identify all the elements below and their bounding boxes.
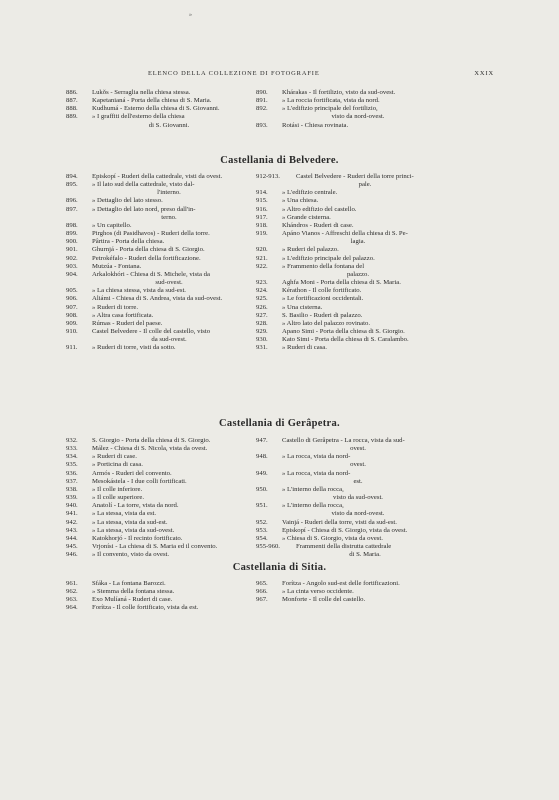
catalog-entry bbox=[66, 604, 246, 612]
entry-text: » I graffiti dell'esterno della chiesa bbox=[92, 113, 185, 121]
entry-text: Castel Belvedere - Ruderi della torre princi- bbox=[296, 173, 414, 180]
entry-text: » Altro edifizio del castello. bbox=[282, 205, 357, 213]
entry-text: Vrjonísi - La chiesa di S. Maria ed il convento. bbox=[92, 543, 218, 551]
entry-text: » Altro lato del palazzo rovinato. bbox=[282, 319, 371, 327]
catalog-entry bbox=[66, 295, 246, 303]
catalog-entry bbox=[66, 470, 246, 478]
catalog-entry bbox=[256, 189, 434, 197]
entry-number: 934. bbox=[66, 453, 78, 461]
catalog-entry bbox=[66, 580, 246, 588]
entry-text: Exo Mulíaná - Ruderi di case. bbox=[92, 596, 173, 604]
catalog-entry bbox=[256, 222, 434, 230]
entry-text-continuation: di S. Maria. bbox=[349, 551, 381, 559]
entry-text-continuation: palazzo. bbox=[346, 270, 370, 278]
entry-text: » La stessa, vista da sud-est. bbox=[92, 518, 168, 526]
catalog-entry bbox=[66, 502, 246, 510]
entry-text-continuation: di S. Giovanni. bbox=[148, 121, 190, 129]
entry-text: Apano Simi - Porta della chiesa di S. Giorgio. bbox=[282, 327, 405, 335]
catalog-entry bbox=[256, 97, 434, 105]
entry-text: » La rocca, vista da nord- bbox=[282, 469, 351, 477]
entry-number: 902. bbox=[66, 254, 78, 262]
entry-text: » Grande cisterna. bbox=[282, 213, 331, 221]
catalog-entry bbox=[66, 445, 246, 453]
entry-number: 905. bbox=[66, 287, 78, 295]
entry-text: Episkopí - Chiesa di S. Giorgio, vista da ovest. bbox=[282, 526, 408, 534]
catalog-entry bbox=[256, 527, 434, 535]
catalog-entry bbox=[256, 279, 434, 287]
entry-number: 949. bbox=[256, 469, 268, 477]
catalog-entry bbox=[66, 255, 246, 263]
entry-text: » L'edifizio principale del palazzo. bbox=[282, 254, 375, 262]
entry-text: Castello di Gerâpetra - La rocca, vista da sud- bbox=[282, 437, 405, 444]
entry-text: Kato Simi - Porta della chiesa di S. Caralambo. bbox=[282, 336, 409, 344]
catalog-entry bbox=[256, 486, 434, 502]
entry-text-continuation: visto da nord-ovest. bbox=[331, 510, 385, 518]
entry-column-right bbox=[256, 580, 434, 604]
entry-text: » Una chiesa. bbox=[282, 197, 319, 205]
catalog-entry bbox=[66, 312, 246, 320]
catalog-entry bbox=[256, 320, 434, 328]
catalog-entry bbox=[66, 596, 246, 604]
entry-text-continuation: visto da nord-ovest. bbox=[331, 113, 385, 121]
entry-text: » Ruderi di torre. bbox=[92, 303, 139, 311]
entry-number: 929. bbox=[256, 327, 268, 335]
entry-number: 944. bbox=[66, 534, 78, 542]
entry-text: Pârtira - Porta della chiesa. bbox=[92, 238, 165, 246]
entry-number: 939. bbox=[66, 494, 78, 502]
catalog-entry bbox=[66, 519, 246, 527]
entry-text: Khándros - Ruderi di case. bbox=[282, 221, 354, 229]
entry-number: 886. bbox=[66, 89, 78, 96]
entry-number: 948. bbox=[256, 453, 268, 461]
catalog-entry bbox=[256, 344, 434, 352]
entry-number: 896. bbox=[66, 197, 78, 205]
entry-text: » Ruderi di torre, visti da sotto. bbox=[92, 344, 176, 352]
entry-number: 910. bbox=[66, 327, 78, 335]
entry-number: 923. bbox=[256, 279, 268, 287]
catalog-entry bbox=[66, 304, 246, 312]
entry-number: 926. bbox=[256, 303, 268, 311]
catalog-entry bbox=[66, 230, 246, 238]
catalog-entry bbox=[256, 105, 434, 121]
catalog-entry bbox=[256, 502, 434, 518]
entry-number: 936. bbox=[66, 469, 78, 477]
catalog-entry bbox=[66, 437, 246, 445]
catalog-entry bbox=[256, 295, 434, 303]
entry-text: Rotási - Chiesa rovinata. bbox=[282, 121, 349, 129]
catalog-entry bbox=[66, 97, 246, 105]
catalog-entry bbox=[66, 320, 246, 328]
catalog-entry bbox=[66, 344, 246, 352]
entry-text: Forítza - Angolo sud-est delle fortificazioni. bbox=[282, 580, 400, 587]
entry-text: » La roccia fortificata, vista da nord. bbox=[282, 97, 380, 105]
entry-number: 940. bbox=[66, 502, 78, 510]
entry-text-continuation: sud-ovest. bbox=[155, 279, 183, 287]
entry-text: » L'interno della rocca, bbox=[282, 485, 344, 493]
entry-text: » Il lato sud della cattedrale, visto dal- bbox=[92, 181, 195, 189]
entry-column-left bbox=[66, 437, 246, 559]
entry-number: 899. bbox=[66, 230, 78, 238]
catalog-entry bbox=[256, 214, 434, 222]
entry-number: 963. bbox=[66, 596, 78, 604]
entry-text-continuation: ovest. bbox=[350, 461, 366, 469]
entry-text: Petrokéfalo - Ruderi della fortificazione. bbox=[92, 254, 201, 262]
catalog-entry bbox=[256, 197, 434, 205]
entry-number: 892. bbox=[256, 105, 268, 113]
entry-text: Khárakas - Il fortilizio, visto da sud-ovest. bbox=[282, 89, 396, 96]
section-heading-gerapetra: Castellania di Gerâpetra. bbox=[219, 418, 340, 429]
entry-text: Mesokástela - I due colli fortificati. bbox=[92, 477, 187, 485]
entry-text: » Frammento della fontana del bbox=[282, 262, 365, 270]
entry-text: » La chiesa stessa, vista da sud-est. bbox=[92, 287, 186, 295]
entry-text: » L'edifizio centrale. bbox=[282, 189, 338, 197]
entry-text: Monforte - Il colle del castello. bbox=[282, 596, 366, 604]
entry-number: 928. bbox=[256, 319, 268, 327]
entry-text-continuation: da sud-ovest. bbox=[151, 336, 187, 344]
catalog-entry bbox=[256, 535, 434, 543]
catalog-entry bbox=[66, 478, 246, 486]
entry-number: 931. bbox=[256, 344, 268, 352]
catalog-entry bbox=[66, 527, 246, 535]
entry-text: Kudhumá - Esterno della chiesa di S. Giovanni. bbox=[92, 105, 220, 113]
entry-text: S. Giorgio - Porta della chiesa di S. Giorgio. bbox=[92, 437, 211, 444]
catalog-entry bbox=[256, 255, 434, 263]
entry-number: 942. bbox=[66, 518, 78, 526]
entry-text: Lukŏs - Serraglia nella chiesa stessa. bbox=[92, 89, 191, 96]
catalog-entry bbox=[66, 246, 246, 254]
catalog-entry bbox=[66, 173, 246, 181]
entry-text-continuation: lagia. bbox=[350, 238, 366, 246]
entry-number: 914. bbox=[256, 189, 268, 197]
catalog-entry bbox=[66, 197, 246, 205]
entry-text: » Chiesa di S. Giorgio, vista da ovest. bbox=[282, 534, 383, 542]
catalog-entry bbox=[66, 222, 246, 230]
entry-text: S. Basilio - Ruderi di palazzo. bbox=[282, 311, 363, 319]
catalog-entry bbox=[66, 89, 246, 97]
catalog-entry bbox=[66, 551, 246, 559]
entry-column-right bbox=[256, 437, 434, 559]
entry-number: 894. bbox=[66, 173, 78, 180]
entry-text: » Altra casa fortificata. bbox=[92, 311, 154, 319]
entry-text: Rúmas - Ruderi del paese. bbox=[92, 319, 163, 327]
entry-text-continuation: est. bbox=[353, 477, 363, 485]
entry-text: Arkalokhóri - Chiesa di S. Michele, vista da bbox=[92, 270, 210, 278]
catalog-entry bbox=[66, 461, 246, 469]
entry-number: 951. bbox=[256, 502, 268, 510]
entry-number: 964. bbox=[66, 604, 78, 612]
page-mark: » bbox=[189, 12, 192, 18]
catalog-entry bbox=[256, 453, 434, 469]
entry-number: 961. bbox=[66, 580, 78, 587]
catalog-entry bbox=[256, 470, 434, 486]
entry-number: 922. bbox=[256, 262, 268, 270]
entry-number: 962. bbox=[66, 588, 78, 596]
entry-text: Ghurnjá - Porta della chiesa di S. Giorgio. bbox=[92, 246, 205, 254]
entry-text: Apáno Vianos - Affreschi della chiesa di S. Pe- bbox=[282, 230, 408, 238]
entry-text: Mutzúa - Fontana. bbox=[92, 262, 142, 270]
catalog-entry bbox=[256, 588, 434, 596]
entry-number: 938. bbox=[66, 485, 78, 493]
entry-text: Katokhorjó - Il recinto fortificato. bbox=[92, 534, 183, 542]
entry-number: 889. bbox=[66, 113, 78, 121]
entry-text: » Ruderi di casa. bbox=[282, 344, 327, 352]
entry-number: 966. bbox=[256, 588, 268, 596]
entry-text: Pirghos (di Pasidhavos) - Ruderi della torre. bbox=[92, 230, 210, 238]
entry-number: 897. bbox=[66, 205, 78, 213]
catalog-entry bbox=[256, 312, 434, 320]
catalog-entry bbox=[256, 336, 434, 344]
entry-number: 924. bbox=[256, 287, 268, 295]
entry-number: 950. bbox=[256, 485, 268, 493]
entry-number: 930. bbox=[256, 336, 268, 344]
entry-number: 887. bbox=[66, 97, 78, 105]
catalog-entry bbox=[256, 89, 434, 97]
entry-text: » Il convento, visto da ovest. bbox=[92, 551, 170, 559]
entry-text: Mález - Chiesa di S. Nicola, vista da ovest. bbox=[92, 445, 208, 453]
entry-number: 890. bbox=[256, 89, 268, 96]
catalog-entry bbox=[66, 271, 246, 287]
entry-number: 918. bbox=[256, 221, 268, 229]
entry-text: » Il colle superiore. bbox=[92, 494, 144, 502]
entry-number: 935. bbox=[66, 461, 78, 469]
entry-number: 919. bbox=[256, 230, 268, 238]
entry-text: Episkopí - Ruderi della cattedrale, visti da ovest. bbox=[92, 173, 223, 180]
entry-number: 906. bbox=[66, 295, 78, 303]
entry-number: 954. bbox=[256, 534, 268, 542]
entry-text: Anatolí - La torre, vista da nord. bbox=[92, 502, 179, 510]
entry-number: 937. bbox=[66, 477, 78, 485]
entry-text: Kérathon - Il colle fortificato. bbox=[282, 287, 362, 295]
entry-text: » Dettaglio del lato stesso. bbox=[92, 197, 163, 205]
entry-text: Frammenti della distrutta cattedrale bbox=[296, 543, 392, 551]
entry-number: 891. bbox=[256, 97, 268, 105]
entry-number: 893. bbox=[256, 121, 268, 129]
catalog-entry bbox=[256, 519, 434, 527]
entry-text: » L'edifizio principale del fortilizio, bbox=[282, 105, 378, 113]
entry-number: 916. bbox=[256, 205, 268, 213]
entry-column-left bbox=[66, 173, 246, 352]
entry-text: Kapetanianá - Porta della chiesa di S. Maria. bbox=[92, 97, 212, 105]
entry-number: 967. bbox=[256, 596, 268, 604]
section-heading-belvedere: Castellania di Belvedere. bbox=[220, 155, 339, 166]
entry-text: » Ruderi di case. bbox=[92, 453, 137, 461]
entry-number: 947. bbox=[256, 437, 268, 444]
entry-number: 911. bbox=[66, 344, 78, 352]
entry-number: 952. bbox=[256, 518, 268, 526]
entry-text: Castel Belvedere - Il colle del castello, visto bbox=[92, 327, 211, 335]
entry-number: 903. bbox=[66, 262, 78, 270]
entry-text: » Le fortificazioni occidentali. bbox=[282, 295, 364, 303]
entry-number: 943. bbox=[66, 526, 78, 534]
catalog-entry bbox=[66, 510, 246, 518]
entry-text: » La cinta verso occidente. bbox=[282, 588, 354, 596]
entry-number: 965. bbox=[256, 580, 268, 587]
entry-number: 932. bbox=[66, 437, 78, 444]
catalog-entry bbox=[256, 122, 434, 130]
page-number: XXIX bbox=[474, 70, 494, 77]
entry-text: Armós - Ruderi del convento. bbox=[92, 469, 172, 477]
entry-number: 908. bbox=[66, 311, 78, 319]
entry-number: 900. bbox=[66, 238, 78, 246]
entry-text: » L'interno della rocca, bbox=[282, 502, 344, 510]
entry-text: Aghfa Moni - Porta della chiesa di S. Maria. bbox=[282, 279, 401, 287]
catalog-entry bbox=[256, 328, 434, 336]
entry-column-left bbox=[66, 580, 246, 613]
catalog-entry bbox=[66, 543, 246, 551]
entry-number: 927. bbox=[256, 311, 268, 319]
catalog-entry bbox=[66, 263, 246, 271]
entry-number: 915. bbox=[256, 197, 268, 205]
entry-number: 941. bbox=[66, 510, 78, 518]
entry-number: 925. bbox=[256, 295, 268, 303]
entry-text-continuation: pale. bbox=[358, 181, 372, 189]
entry-column-left bbox=[66, 89, 246, 130]
entry-text: » Il colle inferiore. bbox=[92, 485, 143, 493]
entry-text-continuation: terno. bbox=[161, 213, 177, 221]
catalog-entry bbox=[66, 238, 246, 246]
running-head bbox=[66, 70, 494, 80]
entry-column-right bbox=[256, 89, 434, 130]
section-heading-sitia: Castellania di Sitia. bbox=[232, 562, 327, 573]
entry-number: 955-960. bbox=[256, 543, 280, 551]
entry-text: » Dettaglio del lato nord, preso dall'in- bbox=[92, 205, 196, 213]
catalog-entry bbox=[66, 105, 246, 113]
catalog-entry bbox=[66, 486, 246, 494]
entry-text: Sfáka - La fontana Barozzi. bbox=[92, 580, 166, 587]
catalog-entry bbox=[66, 206, 246, 222]
catalog-entry bbox=[66, 535, 246, 543]
entry-number: 888. bbox=[66, 105, 78, 113]
entry-text: » Porticina di casa. bbox=[92, 461, 143, 469]
entry-number: 895. bbox=[66, 181, 78, 189]
catalog-entry bbox=[256, 287, 434, 295]
entry-number: 904. bbox=[66, 270, 78, 278]
entry-text: Forítza - Il colle fortificato, vista da est. bbox=[92, 604, 199, 612]
entry-number: 909. bbox=[66, 319, 78, 327]
catalog-entry bbox=[256, 596, 434, 604]
catalog-entry bbox=[66, 181, 246, 197]
catalog-entry bbox=[256, 304, 434, 312]
entry-number: 933. bbox=[66, 445, 78, 453]
catalog-entry bbox=[66, 588, 246, 596]
entry-number: 901. bbox=[66, 246, 78, 254]
entry-text: Vainjá - Ruderi della torre, visti da sud-est. bbox=[282, 518, 397, 526]
entry-text: » La rocca, vista da nord- bbox=[282, 453, 351, 461]
catalog-entry bbox=[256, 246, 434, 254]
entry-text-continuation: ovest. bbox=[350, 445, 366, 453]
entry-number: 920. bbox=[256, 246, 268, 254]
entry-text: » Un capitello. bbox=[92, 221, 132, 229]
catalog-entry bbox=[66, 328, 246, 344]
entry-text: » Stemma della fontana stessa. bbox=[92, 588, 175, 596]
entry-text: » Ruderi del palazzo. bbox=[282, 246, 339, 254]
entry-number: 953. bbox=[256, 526, 268, 534]
entry-text-continuation: l'interno. bbox=[157, 189, 181, 197]
entry-number: 912-913. bbox=[256, 173, 280, 180]
catalog-entry bbox=[256, 543, 434, 559]
entry-number: 917. bbox=[256, 213, 268, 221]
entry-number: 907. bbox=[66, 303, 78, 311]
catalog-entry bbox=[66, 113, 246, 129]
entry-text: » La stessa, vista da sud-ovest. bbox=[92, 526, 175, 534]
catalog-entry bbox=[256, 206, 434, 214]
running-head-title: ELENCO DELLA COLLEZIONE DI FOTOGRAFIE bbox=[148, 70, 320, 77]
catalog-entry bbox=[256, 263, 434, 279]
entry-number: 898. bbox=[66, 221, 78, 229]
catalog-entry bbox=[66, 494, 246, 502]
entry-text: » Una cisterna. bbox=[282, 303, 323, 311]
entry-text: » La stessa, vista da est. bbox=[92, 510, 157, 518]
entry-column-right bbox=[256, 173, 434, 352]
catalog-entry bbox=[66, 287, 246, 295]
entry-text-continuation: visto da sud-ovest. bbox=[333, 494, 383, 502]
entry-number: 945. bbox=[66, 543, 78, 551]
catalog-entry bbox=[256, 173, 434, 189]
entry-number: 946. bbox=[66, 551, 78, 559]
catalog-entry bbox=[256, 580, 434, 588]
catalog-entry bbox=[66, 453, 246, 461]
catalog-entry bbox=[256, 230, 434, 246]
entry-text: Aliámi - Chiesa di S. Andrea, vista da sud-ovest. bbox=[92, 295, 223, 303]
catalog-entry bbox=[256, 437, 434, 453]
entry-number: 921. bbox=[256, 254, 268, 262]
